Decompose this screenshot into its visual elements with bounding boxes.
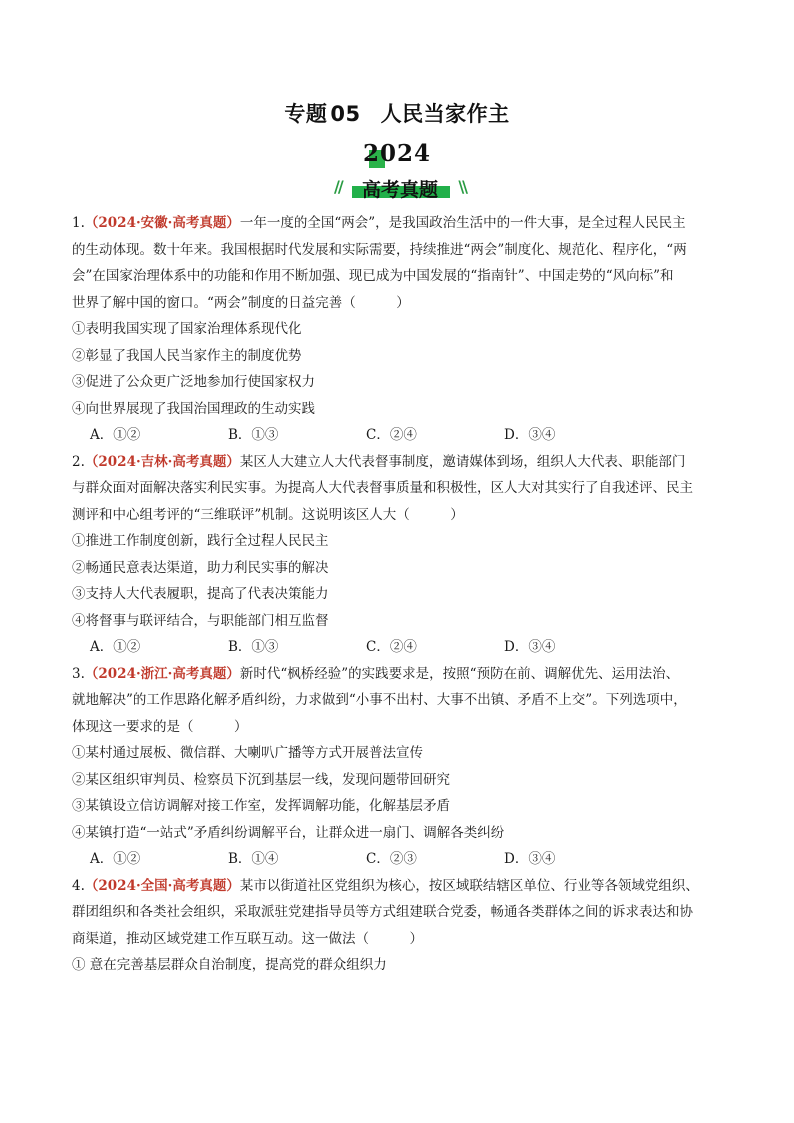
section-banner — [334, 174, 466, 200]
statement-option: ④将督事与联评结合，与职能部门相互监督 — [72, 612, 329, 629]
choice-d: D．③④ — [504, 427, 556, 443]
statement-option: ①推进工作制度创新，践行全过程人民民主 — [72, 533, 329, 549]
statement-option: ③促进了公众更广泛地参加行使国家权力 — [72, 374, 315, 390]
year-heading — [0, 140, 794, 167]
choice-c: C．②④ — [366, 427, 417, 443]
answer-choices — [72, 846, 732, 873]
statement-option: ③支持人大代表履职，提高了代表决策能力 — [72, 586, 329, 602]
question-stem-line: 体现这一要求的是（ ） — [72, 718, 248, 735]
stem-text: 一年一度的全国“两会”，是我国政治生活中的一件大事，是全过程人民民主 — [239, 215, 686, 231]
title-topic: 人民当家作主 — [380, 102, 510, 126]
question-number: 1. — [72, 215, 85, 231]
answer-choices — [72, 634, 732, 661]
question-stem-line: 与群众面对面解决落实利民实事。为提高人大代表督事质量和积极性，区人大对其实行了自我述评、民主 — [72, 480, 693, 496]
question-4 — [72, 873, 732, 979]
choice-a: A．①② — [90, 851, 141, 867]
question-list — [72, 210, 732, 979]
answer-choices — [72, 422, 732, 449]
question-source: （2024·吉林·高考真题） — [84, 453, 240, 470]
choice-a: A．①② — [90, 639, 141, 655]
stem-text: 某区人大建立人大代表督事制度，邀请媒体到场，组织人大代表、职能部门 — [239, 453, 686, 470]
statement-option: ① 意在完善基层群众自治制度，提高党的群众组织力 — [72, 957, 387, 973]
question-stem-line: 的生动体现。数十年来。我国根据时代发展和实际需要，持续推进“两会”制度化、规范化、程序化，“两 — [72, 241, 687, 258]
choice-a: A．①② — [90, 427, 141, 443]
slash-decoration-left: // — [334, 177, 342, 196]
statement-option: ③某镇设立信访调解对接工作室，发挥调解功能，化解基层矛盾 — [72, 798, 450, 814]
title-main: 专题 — [284, 102, 328, 126]
question-stem-line: 群团组织和各类社会组织，采取派驻党建指导员等方式组建联合党委，畅通各类群体之间的诉求表达和协 — [72, 904, 693, 920]
statement-option: ②彰显了我国人民当家作主的制度优势 — [72, 347, 302, 364]
statement-option: ①某村通过展板、微信群、大喇叭广播等方式开展普法宣传 — [72, 745, 423, 761]
question-stem-line — [72, 449, 732, 476]
question-stem-line — [72, 661, 732, 688]
question-stem-line — [72, 873, 732, 900]
question-source: （2024·安徽·高考真题） — [84, 215, 240, 231]
question-number: 2. — [72, 453, 85, 470]
slash-decoration-right: \\ — [458, 177, 466, 196]
question-stem-line: 世界了解中国的窗口。“两会”制度的日益完善（ ） — [72, 294, 410, 311]
question-stem-line: 商渠道，推动区域党建工作互联互动。这一做法（ ） — [72, 930, 423, 947]
question-stem-line: 测评和中心组考评的“三维联评”机制。这说明该区人大（ ） — [72, 506, 464, 523]
statement-option: ④某镇打造“一站式”矛盾纠纷调解平台，让群众进一扇门、调解各类纠纷 — [72, 824, 505, 841]
question-source: （2024·全国·高考真题） — [84, 877, 240, 894]
statement-option: ②畅通民意表达渠道，助力利民实事的解决 — [72, 559, 329, 576]
choice-b: B．①③ — [228, 427, 279, 443]
question-3 — [72, 661, 732, 873]
statement-option: ②某区组织审判员、检察员下沉到基层一线，发现问题带回研究 — [72, 771, 450, 788]
stem-text: 某市以街道社区党组织为核心，按区域联结辖区单位、行业等各领域党组织、 — [239, 877, 699, 894]
question-number: 3. — [72, 665, 85, 682]
choice-c: C．②④ — [366, 639, 417, 655]
choice-b: B．①③ — [228, 639, 279, 655]
choice-b: B．①④ — [228, 851, 279, 867]
choice-d: D．③④ — [504, 639, 556, 655]
year-label: 2024 — [362, 140, 431, 167]
question-number: 4. — [72, 877, 85, 894]
section-title: 高考真题 — [361, 179, 438, 201]
question-stem-line — [72, 210, 732, 237]
question-source: （2024·浙江·高考真题） — [84, 665, 240, 682]
question-stem-line: 会”在国家治理体系中的功能和作用不断加强、现已成为中国发展的“指南针”、中国走势的“风向标”和 — [72, 268, 674, 284]
question-1 — [72, 210, 732, 449]
title-number: 05 — [330, 102, 361, 126]
page-title — [0, 98, 794, 128]
statement-option: ④向世界展现了我国治国理政的生动实践 — [72, 400, 315, 417]
question-2 — [72, 449, 732, 661]
choice-d: D．③④ — [504, 851, 556, 867]
question-stem-line: 就地解决”的工作思路化解矛盾纠纷，力求做到“小事不出村、大事不出镇、矛盾不上交”。下列选项中， — [72, 692, 687, 708]
statement-option: ①表明我国实现了国家治理体系现代化 — [72, 321, 302, 337]
choice-c: C．②③ — [366, 851, 417, 867]
stem-text: 新时代“枫桥经验”的实践要求是，按照“预防在前、调解优先、运用法治、 — [239, 665, 680, 682]
